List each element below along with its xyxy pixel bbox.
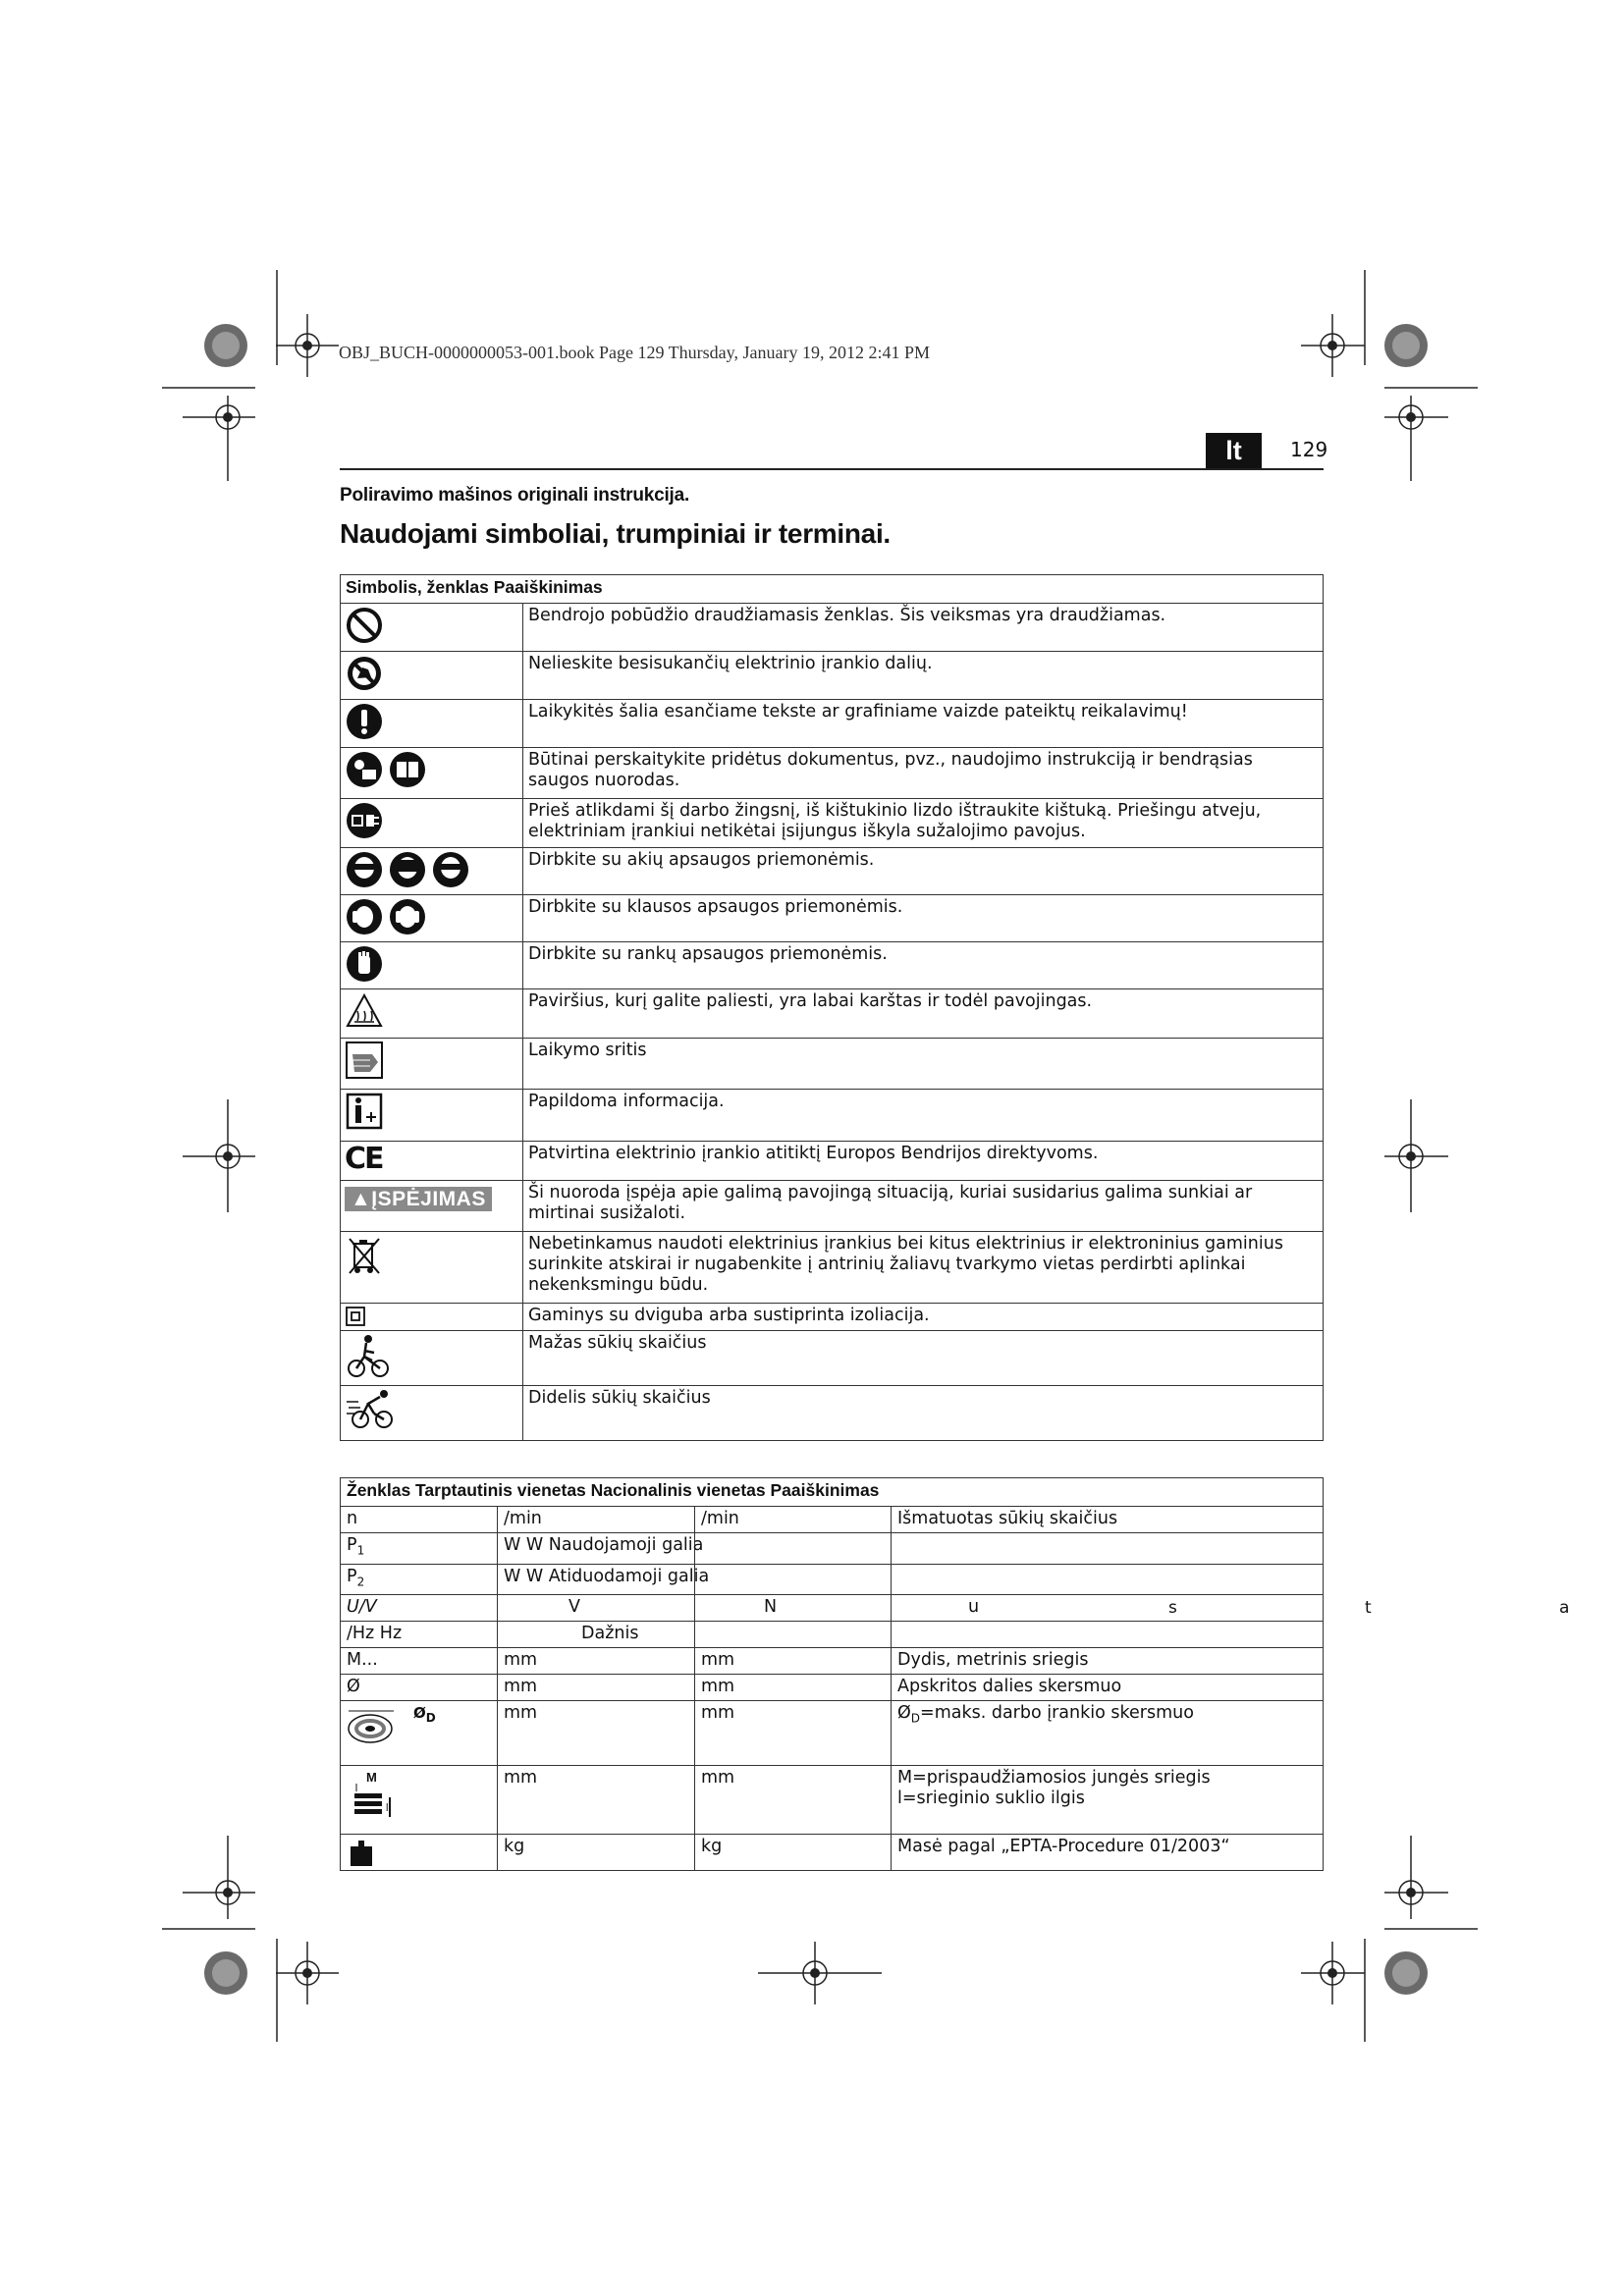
unit-national <box>695 1533 892 1565</box>
unit-national: mm <box>695 1701 892 1766</box>
disc-diameter-icon <box>347 1703 413 1752</box>
units-table-header-cell: Ženklas Tarptautinis vienetas Nacionalinis vienetas Paaiškinimas <box>341 1478 1324 1507</box>
table-row <box>341 1701 1324 1766</box>
symbol-description: Nelieskite besisukančių elektrinio įrankio dalių. <box>523 652 1324 700</box>
document-subtitle: Poliravimo mašinos originali instrukcija. <box>340 485 690 506</box>
table-row <box>341 1331 1324 1386</box>
language-badge: lt <box>1206 433 1262 468</box>
unit-symbol-sub: 1 <box>356 1543 365 1558</box>
explanation-rest: =maks. darbo įrankio skersmuo <box>920 1703 1194 1723</box>
unit-national: N <box>695 1595 892 1622</box>
unit-explanation: u <box>892 1595 1324 1622</box>
table-row <box>341 1039 1324 1090</box>
table-row <box>341 1622 1324 1648</box>
unit-international: mm <box>498 1675 695 1701</box>
table-row <box>341 1675 1324 1701</box>
unit-international: mm <box>498 1648 695 1675</box>
symbol-description: Ši nuoroda įspėja apie galimą pavojingą situaciją, kuriai susidarius galima sunkiai ar mirtinai susižaloti. <box>523 1181 1324 1232</box>
stray-letter: s <box>1168 1598 1177 1618</box>
unit-explanation <box>892 1766 1324 1835</box>
unit-national: kg <box>695 1835 892 1871</box>
unit-national: mm <box>695 1766 892 1835</box>
table-row <box>341 1090 1324 1142</box>
unit-international: mm <box>498 1766 695 1835</box>
symbol-description: Būtinai perskaitykite pridėtus dokumentus, pvz., naudojimo instrukciją ir bendrąsias saugos nuorodas. <box>523 748 1324 799</box>
fast-cyclist-icon <box>345 1388 404 1431</box>
table-row <box>341 700 1324 748</box>
units-table-header <box>341 1478 1324 1507</box>
table-row <box>341 1232 1324 1304</box>
symbols-table-header <box>341 575 1324 604</box>
eye-protection-icon <box>345 850 472 889</box>
unit-international: kg <box>498 1835 695 1871</box>
warning-badge <box>345 1187 492 1211</box>
explanation-line: M=prispaudžiamosios jungės sriegis <box>897 1768 1211 1788</box>
unit-explanation: Masė pagal „EPTA-Procedure 01/2003“ <box>892 1835 1324 1871</box>
table-row <box>341 799 1324 848</box>
unit-symbol-base: P <box>347 1566 357 1586</box>
symbol-description: Prieš atlikdami šį darbo žingsnį, iš kištukinio lizdo ištraukite kištuką. Priešingu atveju, elektriniam įrankiui netikėtai įsijungus iškyla sužalojimo pavojus. <box>523 799 1324 848</box>
symbol-description: Dirbkite su klausos apsaugos priemonėmis. <box>523 895 1324 942</box>
table-row <box>341 1533 1324 1565</box>
stray-letter: t <box>1365 1598 1372 1618</box>
unplug-icon <box>345 801 384 840</box>
table-row <box>341 748 1324 799</box>
unit-national: mm <box>695 1648 892 1675</box>
unit-symbol: n <box>341 1507 498 1533</box>
unit-symbol <box>341 1835 498 1871</box>
explanation-symbol: Ø <box>897 1703 911 1723</box>
symbol-description: Gaminys su dviguba arba sustiprinta izoliacija. <box>523 1304 1324 1331</box>
warning-triangle-icon: ▲ <box>351 1188 372 1210</box>
units-table <box>340 1477 1324 1871</box>
unit-symbol <box>341 1533 498 1565</box>
table-row <box>341 989 1324 1039</box>
unit-symbol <box>341 1701 498 1766</box>
table-row <box>341 895 1324 942</box>
unit-explanation <box>892 1564 1324 1595</box>
svg-text:l: l <box>386 1802 389 1814</box>
no-touch-rotating-parts-icon <box>345 654 384 693</box>
unit-explanation <box>892 1622 1324 1648</box>
unit-symbol: M... <box>341 1648 498 1675</box>
symbol-description: Didelis sūkių skaičius <box>523 1386 1324 1441</box>
unit-national <box>695 1622 892 1648</box>
explanation-sub: D <box>910 1711 921 1726</box>
unit-explanation: Išmatuotas sūkių skaičius <box>892 1507 1324 1533</box>
read-manual-icon <box>345 750 433 789</box>
table-row <box>341 848 1324 895</box>
unit-symbol: U/V <box>341 1595 498 1622</box>
prohibition-icon <box>345 606 384 645</box>
table-row <box>341 1648 1324 1675</box>
disc-diameter-symbol: Ø <box>413 1704 426 1722</box>
table-row <box>341 1507 1324 1533</box>
section-title: Naudojami simboliai, trumpiniai ir terminai. <box>340 518 891 549</box>
hot-surface-icon <box>345 991 384 1031</box>
unit-symbol: /Hz Hz <box>341 1622 498 1648</box>
table-row <box>341 604 1324 652</box>
weight-icon <box>347 1837 376 1868</box>
ce-mark-icon: CE <box>345 1142 383 1176</box>
grip-area-icon <box>345 1041 384 1080</box>
unit-explanation: Dydis, metrinis sriegis <box>892 1648 1324 1675</box>
unit-international: mm <box>498 1701 695 1766</box>
unit-international: V <box>498 1595 695 1622</box>
symbol-description: Papildoma informacija. <box>523 1090 1324 1142</box>
warning-badge-label: ĮSPĖJIMAS <box>371 1188 486 1210</box>
unit-international: Dažnis <box>498 1622 695 1648</box>
thread-length-icon <box>347 1768 406 1827</box>
page-number: 129 <box>1290 438 1328 461</box>
unit-explanation <box>892 1533 1324 1565</box>
disc-diameter-label <box>413 1704 436 1725</box>
explanation-line: l=srieginio suklio ilgis <box>897 1789 1085 1808</box>
exclamation-mandatory-icon <box>345 702 384 741</box>
table-row <box>341 1564 1324 1595</box>
info-icon <box>345 1092 384 1131</box>
ear-protection-icon <box>345 897 433 936</box>
table-row <box>341 652 1324 700</box>
symbol-description: Patvirtina elektrinio įrankio atitiktį Europos Bendrijos direktyvoms. <box>523 1142 1324 1181</box>
table-row <box>341 1835 1324 1871</box>
symbol-description: Mažas sūkių skaičius <box>523 1331 1324 1386</box>
table-row <box>341 1142 1324 1181</box>
stray-letter: a <box>1559 1598 1570 1618</box>
unit-explanation: Apskritos dalies skersmuo <box>892 1675 1324 1701</box>
unit-national <box>695 1564 892 1595</box>
crossed-bin-icon <box>345 1234 384 1277</box>
symbols-table-header-cell: Simbolis, ženklas Paaiškinimas <box>341 575 1324 604</box>
table-row <box>341 1766 1324 1835</box>
table-row <box>341 942 1324 989</box>
unit-national: /min <box>695 1507 892 1533</box>
unit-symbol-base: P <box>347 1535 357 1555</box>
symbol-description: Paviršius, kurį galite paliesti, yra labai karštas ir todėl pavojingas. <box>523 989 1324 1039</box>
symbol-description: Nebetinkamus naudoti elektrinius įrankius bei kitus elektrinius ir elektroninius gaminius surinkite atskirai ir nugabenkite į antrinių žaliavų tvarkymo vietas perdirbti aplinkai nekenksmingu būdu. <box>523 1232 1324 1304</box>
unit-international: W W Naudojamoji galia <box>498 1533 695 1565</box>
unit-national: mm <box>695 1675 892 1701</box>
table-row <box>341 1386 1324 1441</box>
symbol-description: Laikymo sritis <box>523 1039 1324 1090</box>
unit-symbol <box>341 1564 498 1595</box>
unit-symbol-sub: 2 <box>356 1575 365 1588</box>
symbol-description: Dirbkite su akių apsaugos priemonėmis. <box>523 848 1324 895</box>
double-insulation-icon <box>345 1306 366 1327</box>
hand-protection-icon <box>345 944 384 984</box>
symbol-description: Bendrojo pobūdžio draudžiamasis ženklas. Šis veiksmas yra draudžiamas. <box>523 604 1324 652</box>
header-rule <box>340 468 1324 470</box>
table-row <box>341 1304 1324 1331</box>
unit-symbol <box>341 1766 498 1835</box>
unit-international: W W Atiduodamoji galia <box>498 1564 695 1595</box>
symbol-description: Laikykitės šalia esančiame tekste ar grafiniame vaizde pateiktų reikalavimų! <box>523 700 1324 748</box>
symbols-table <box>340 574 1324 1441</box>
print-slug: OBJ_BUCH-0000000053-001.book Page 129 Thursday, January 19, 2012 2:41 PM <box>339 343 930 362</box>
symbol-description: Dirbkite su rankų apsaugos priemonėmis. <box>523 942 1324 989</box>
disc-diameter-sub: D <box>425 1711 436 1725</box>
table-row <box>341 1181 1324 1232</box>
unit-symbol: Ø <box>341 1675 498 1701</box>
unit-international: /min <box>498 1507 695 1533</box>
slow-cyclist-icon <box>345 1333 394 1380</box>
svg-text:M: M <box>366 1770 377 1785</box>
unit-explanation <box>892 1701 1324 1766</box>
